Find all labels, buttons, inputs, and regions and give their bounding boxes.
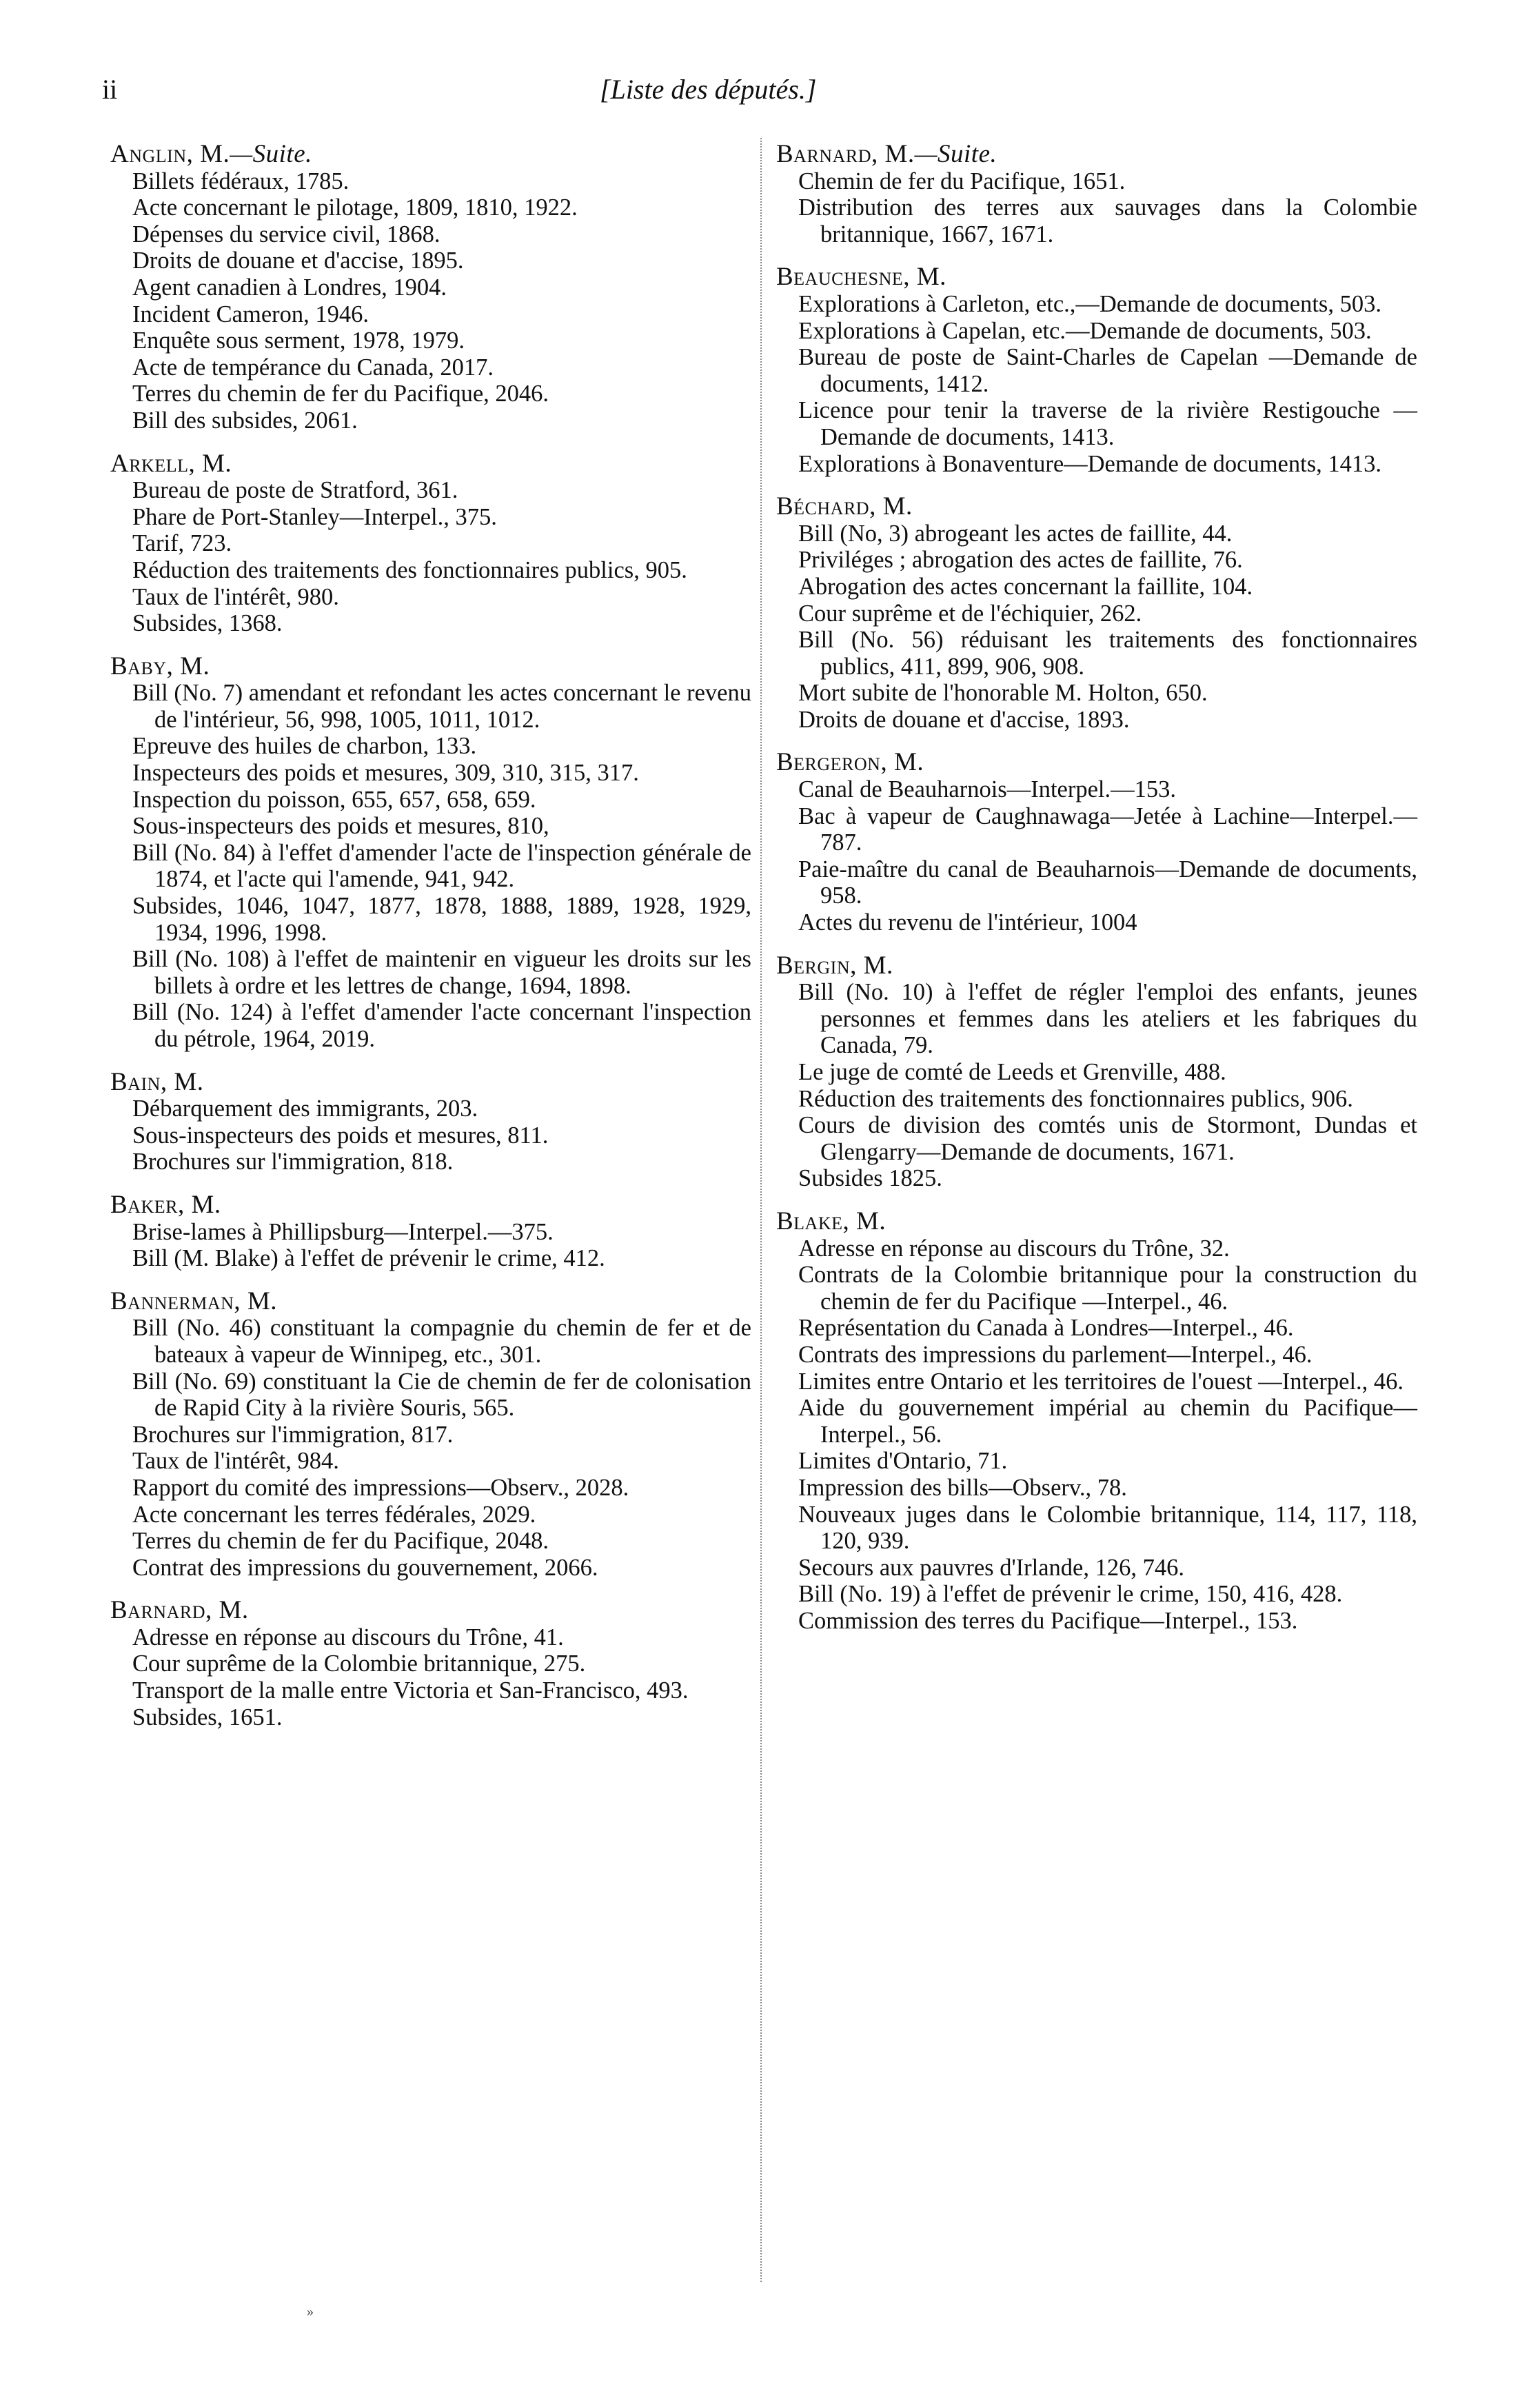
entry-item: Abrogation des actes concernant la faillite, 104. bbox=[798, 573, 1253, 600]
entry-item: Epreuve des huiles de charbon, 133. bbox=[132, 733, 477, 760]
entry-item: Bill (No. 46) constituant la compagnie du chemin de fer et de bateaux à vapeur de Winnipeg, etc., 301. bbox=[132, 1315, 751, 1368]
deputy-name: Barnard, M. bbox=[110, 1596, 249, 1625]
entry-item: Secours aux pauvres d'Irlande, 126, 746. bbox=[798, 1554, 1184, 1581]
entry-item: Explorations à Bonaventure—Demande de documents, 1413. bbox=[798, 450, 1381, 477]
entry-item: Explorations à Capelan, etc.—Demande de documents, 503. bbox=[798, 317, 1372, 344]
index-entry bbox=[110, 1597, 751, 1730]
entry-item: Débarquement des immigrants, 203. bbox=[132, 1095, 478, 1122]
entry-item: Paie-maître du canal de Beauharnois—Demande de documents, 958. bbox=[798, 856, 1417, 909]
page-number: ii bbox=[102, 74, 118, 105]
entry-item: Inspecteurs des poids et mesures, 309, 310, 315, 317. bbox=[132, 760, 639, 787]
entry-item: Brise-lames à Phillipsburg—Interpel.—375. bbox=[132, 1218, 554, 1245]
entry-item: Aide du gouvernement impérial au chemin du Pacifique—Interpel., 56. bbox=[798, 1395, 1417, 1448]
right-column bbox=[776, 141, 1417, 1650]
entry-item: Contrats des impressions du parlement—Interpel., 46. bbox=[798, 1341, 1313, 1368]
entry-item: Sous-inspecteurs des poids et mesures, 810, bbox=[132, 813, 549, 840]
entry-item: Phare de Port-Stanley—Interpel., 375. bbox=[132, 503, 497, 530]
entry-item: Contrat des impressions du gouvernement, 2066. bbox=[132, 1554, 598, 1581]
entry-item: Adresse en réponse au discours du Trône, 32. bbox=[798, 1235, 1230, 1262]
entry-heading bbox=[776, 264, 1417, 291]
entry-item: Bill (No. 10) à l'effet de régler l'emploi des enfants, jeunes personnes et femmes dans les ateliers et les fabriques du Canada, 79. bbox=[798, 979, 1417, 1059]
column-divider bbox=[760, 138, 762, 2282]
entry-heading bbox=[110, 451, 751, 478]
entry-item: Bill (No, 3) abrogeant les actes de faillite, 44. bbox=[798, 520, 1233, 547]
entry-item: Bill (No. 84) à l'effet d'amender l'acte de l'inspection générale de 1874, et l'acte qui l'amende, 941, 942. bbox=[132, 839, 751, 893]
deputy-name: Baby, M. bbox=[110, 652, 210, 680]
entry-item: Licence pour tenir la traverse de la rivière Restigouche — Demande de documents, 1413. bbox=[798, 397, 1417, 450]
deputy-name: Beauchesne, M. bbox=[776, 263, 946, 292]
entry-heading bbox=[776, 953, 1417, 980]
entry-item: Représentation du Canada à Londres—Interpel., 46. bbox=[798, 1315, 1294, 1342]
entry-item: Limites d'Ontario, 71. bbox=[798, 1448, 1008, 1475]
entry-heading bbox=[110, 1597, 751, 1624]
index-entry bbox=[776, 264, 1417, 477]
entry-heading bbox=[776, 1206, 1417, 1235]
entry-item: Limites entre Ontario et les territoires de l'ouest —Interpel., 46. bbox=[798, 1368, 1404, 1395]
entry-heading bbox=[110, 1069, 751, 1096]
index-entry bbox=[110, 1286, 751, 1582]
entry-item: Réduction des traitements des fonctionnaires publics, 905. bbox=[132, 556, 687, 583]
entry-item: Taux de l'intérêt, 984. bbox=[132, 1448, 339, 1475]
deputy-name: Arkell, M. bbox=[110, 449, 232, 478]
entry-heading bbox=[776, 494, 1417, 521]
entry-item: Contrats de la Colombie britannique pour la construction du chemin de fer du Pacifique —Interpel., 46. bbox=[798, 1262, 1417, 1315]
entry-item: Bureau de poste de Saint-Charles de Capelan —Demande de documents, 1412. bbox=[798, 344, 1417, 397]
entry-heading bbox=[110, 141, 751, 168]
entry-item: Inspection du poisson, 655, 657, 658, 659. bbox=[132, 786, 536, 813]
index-entry bbox=[110, 1069, 751, 1175]
deputy-name: Baker, M. bbox=[110, 1190, 221, 1219]
entry-item: Bill (No. 56) réduisant les traitements des fonctionnaires publics, 411, 899, 906, 908. bbox=[798, 627, 1417, 680]
entry-item: Subsides, 1046, 1047, 1877, 1878, 1888, 1889, 1928, 1929, 1934, 1996, 1998. bbox=[132, 893, 751, 946]
entry-item: Bureau de poste de Stratford, 361. bbox=[132, 477, 458, 504]
index-entry bbox=[776, 1206, 1417, 1635]
entry-item: Bac à vapeur de Caughnawaga—Jetée à Lachine—Interpel.—787. bbox=[798, 802, 1417, 856]
index-entry bbox=[776, 749, 1417, 936]
deputy-name: Bain, M. bbox=[110, 1067, 204, 1096]
index-entry bbox=[776, 141, 1417, 248]
entry-item: Explorations à Carleton, etc.,—Demande de documents, 503. bbox=[798, 290, 1381, 317]
entry-item: Cour suprême et de l'échiquier, 262. bbox=[798, 600, 1142, 627]
entry-item: Subsides, 1368. bbox=[132, 610, 283, 637]
entry-item: Commission des terres du Pacifique—Interpel., 153. bbox=[798, 1607, 1298, 1634]
entry-item: Cours de division des comtés unis de Stormont, Dundas et Glengarry—Demande de documents, 1671. bbox=[798, 1112, 1417, 1165]
entry-item: Impression des bills—Observ., 78. bbox=[798, 1474, 1127, 1501]
entry-item: Canal de Beauharnois—Interpel.—153. bbox=[798, 776, 1177, 803]
suite-label: —Suite. bbox=[914, 140, 997, 168]
index-entry bbox=[110, 451, 751, 637]
deputy-name: Béchard, M. bbox=[776, 492, 913, 521]
entry-item: Enquête sous serment, 1978, 1979. bbox=[132, 327, 465, 354]
deputy-name: Blake, M. bbox=[776, 1206, 886, 1235]
index-entry bbox=[110, 1192, 751, 1272]
entry-item: Brochures sur l'immigration, 817. bbox=[132, 1421, 454, 1448]
footer-mark: » bbox=[307, 2304, 314, 2319]
entry-item: Bill (M. Blake) à l'effet de prévenir le crime, 412. bbox=[132, 1245, 605, 1272]
deputy-name: Bergeron, M. bbox=[776, 748, 924, 777]
suite-label: —Suite. bbox=[230, 140, 312, 168]
left-column bbox=[110, 141, 751, 1747]
entry-item: Bill (No. 108) à l'effet de maintenir en vigueur les droits sur les billets à ordre et les lettres de change, 1694, 1898. bbox=[132, 946, 751, 999]
entry-item: Priviléges ; abrogation des actes de faillite, 76. bbox=[798, 547, 1243, 574]
entry-heading bbox=[776, 141, 1417, 168]
entry-item: Tarif, 723. bbox=[132, 530, 232, 557]
entry-item: Terres du chemin de fer du Pacifique, 2048. bbox=[132, 1528, 549, 1555]
deputy-name: Barnard, M. bbox=[776, 140, 915, 168]
entry-item: Acte de tempérance du Canada, 2017. bbox=[132, 354, 494, 381]
entry-item: Réduction des traitements des fonctionnaires publics, 906. bbox=[798, 1085, 1353, 1112]
entry-item: Le juge de comté de Leeds et Grenville, 488. bbox=[798, 1059, 1226, 1085]
index-entry bbox=[776, 953, 1417, 1192]
entry-item: Actes du revenu de l'intérieur, 1004 bbox=[798, 909, 1137, 936]
entry-item: Rapport du comité des impressions—Observ., 2028. bbox=[132, 1474, 629, 1501]
entry-item: Distribution des terres aux sauvages dans la Colombie britannique, 1667, 1671. bbox=[798, 194, 1417, 248]
entry-item: Acte concernant les terres fédérales, 2029. bbox=[132, 1501, 536, 1528]
entry-item: Droits de douane et d'accise, 1893. bbox=[798, 706, 1130, 733]
entry-item: Billets fédéraux, 1785. bbox=[132, 168, 349, 194]
entry-item: Chemin de fer du Pacifique, 1651. bbox=[798, 168, 1126, 194]
deputy-name: Bannerman, M. bbox=[110, 1286, 278, 1315]
entry-heading bbox=[110, 654, 751, 680]
index-entry bbox=[776, 494, 1417, 733]
deputy-name: Anglin, M. bbox=[110, 140, 230, 168]
entry-item: Bill (No. 69) constituant la Cie de chemin de fer de colonisation de Rapid City à la rivière Souris, 565. bbox=[132, 1368, 751, 1422]
entry-item: Taux de l'intérêt, 980. bbox=[132, 583, 339, 610]
entry-item: Subsides, 1651. bbox=[132, 1704, 283, 1730]
entry-heading bbox=[776, 749, 1417, 776]
entry-item: Bill des subsides, 2061. bbox=[132, 407, 358, 434]
entry-item: Nouveaux juges dans le Colombie britannique, 114, 117, 118, 120, 939. bbox=[798, 1501, 1417, 1555]
index-entry bbox=[110, 654, 751, 1053]
entry-heading bbox=[110, 1192, 751, 1219]
entry-item: Dépenses du service civil, 1868. bbox=[132, 221, 440, 248]
entry-item: Bill (No. 124) à l'effet d'amender l'acte concernant l'inspection du pétrole, 1964, 2019. bbox=[132, 999, 751, 1052]
entry-item: Bill (No. 7) amendant et refondant les actes concernant le revenu de l'intérieur, 56, 998, 1005, 1011, 1012. bbox=[132, 680, 751, 733]
entry-item: Incident Cameron, 1946. bbox=[132, 301, 369, 327]
entry-item: Droits de douane et d'accise, 1895. bbox=[132, 248, 464, 274]
entry-item: Agent canadien à Londres, 1904. bbox=[132, 274, 447, 301]
entry-item: Sous-inspecteurs des poids et mesures, 811. bbox=[132, 1122, 549, 1149]
entry-item: Bill (No. 19) à l'effet de prévenir le crime, 150, 416, 428. bbox=[798, 1581, 1343, 1608]
entry-item: Acte concernant le pilotage, 1809, 1810, 1922. bbox=[132, 194, 578, 221]
running-head: [Liste des députés.] bbox=[600, 74, 817, 105]
entry-item: Adresse en réponse au discours du Trône, 41. bbox=[132, 1624, 564, 1650]
entry-item: Terres du chemin de fer du Pacifique, 2046. bbox=[132, 381, 549, 407]
deputy-name: Bergin, M. bbox=[776, 951, 893, 980]
entry-heading bbox=[110, 1286, 751, 1315]
entry-item: Subsides 1825. bbox=[798, 1165, 942, 1192]
entry-item: Brochures sur l'immigration, 818. bbox=[132, 1149, 454, 1175]
index-entry bbox=[110, 141, 751, 434]
entry-item: Cour suprême de la Colombie britannique, 275. bbox=[132, 1650, 586, 1677]
entry-item: Transport de la malle entre Victoria et San-Francisco, 493. bbox=[132, 1677, 689, 1704]
entry-item: Mort subite de l'honorable M. Holton, 650. bbox=[798, 680, 1208, 707]
